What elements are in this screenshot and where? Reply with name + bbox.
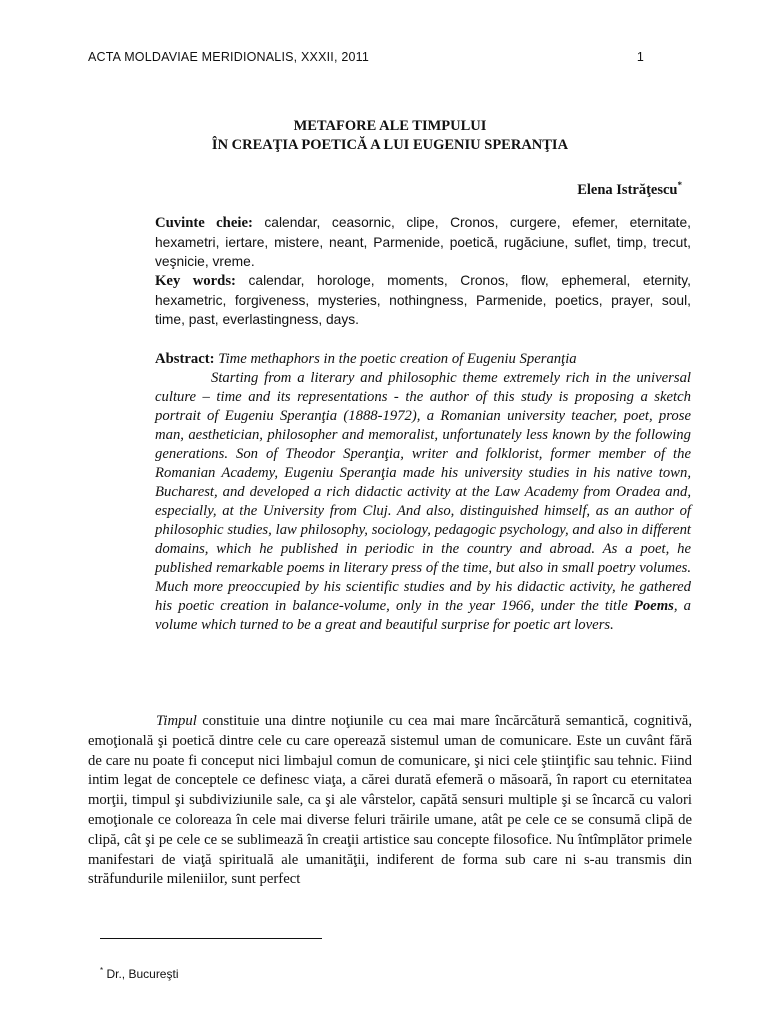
abstract-heading xyxy=(155,350,691,369)
main-body xyxy=(88,712,692,890)
footnote-mark: * xyxy=(100,966,104,975)
abstract-poems-word: Poems xyxy=(633,598,674,614)
footnote xyxy=(100,966,178,981)
keywords-en-text: calendar, horologe, moments, Cronos, flow, ephemeral, eternity, hexametric, forgiveness, mysteries, nothingness, Parmenide, poetics, prayer, soul, time, past, everlastingness, days. xyxy=(155,273,691,327)
footnote-divider xyxy=(100,938,322,939)
abstract-section xyxy=(155,350,691,635)
page-number: 1 xyxy=(636,50,644,64)
body-paragraph xyxy=(88,712,692,890)
body-first-word: Timpul xyxy=(156,713,197,729)
keywords-english xyxy=(155,271,691,329)
footnote-text: Dr., Bucureşti xyxy=(103,967,179,981)
keywords-en-label: Key words: xyxy=(155,273,236,289)
title-line-2: ÎN CREAŢIA POETICĂ A LUI EUGENIU SPERANŢIA xyxy=(211,137,569,153)
keywords-romanian xyxy=(155,213,691,271)
author-footnote-mark: * xyxy=(677,180,682,190)
author-byline xyxy=(577,180,682,199)
abstract-body xyxy=(155,369,691,635)
abstract-title: Time methaphors in the poetic creation of Eugeniu Speranţia xyxy=(214,351,577,367)
title-line-1: METAFORE ALE TIMPULUI xyxy=(293,118,487,134)
keywords-ro-label: Cuvinte cheie: xyxy=(155,215,253,231)
keywords-ro-text: calendar, ceasornic, clipe, Cronos, curgere, efemer, eternitate, hexametri, iertare, mistere, neant, Parmenide, poetică, rugăciune, suflet, timp, trecut, veşnicie, vreme. xyxy=(155,215,691,269)
abstract-text-after: , a volume which turned to be a great and beautiful surprise for poetic art lovers. xyxy=(155,598,691,633)
abstract-label: Abstract: xyxy=(155,351,215,367)
journal-name: ACTA MOLDAVIAE MERIDIONALIS, XXXII, 2011 xyxy=(88,50,370,64)
keywords-section xyxy=(155,213,691,329)
running-header xyxy=(88,50,644,64)
abstract-text-before: Starting from a literary and philosophic theme extremely rich in the universal culture – time and its representations - the author of this study is proposing a sketch portrait of Eugeniu Speranţia (1888-1972), a Romanian university teacher, poet, prose man, aesthetician, philosopher and memoralist, unfortunately less known by the following generations. Son of Theodor Speranţia, writer and folklorist, former member of the Romanian Academy, Eugeniu Speranţia made his university studies in his native town, Bucharest, and developed a rich didactic activity at the Law Academy from Oradea and, especially, at the University from Cluj. And also, distinguished himself, as an author of philosophic studies, law philosophy, sociology, pedagogic psychology, and also in different domains, which he published in periodic in the country and abroad. As a poet, he published remarkable poems in literary press of the time, but also in small poetry volumes. Much more preoccupied by his scientific studies and by his didactic activity, he gathered his poetic creation in balance-volume, only in the year 1966, under the title xyxy=(155,370,691,614)
author-name: Elena Istrăţescu xyxy=(577,181,678,198)
body-text: constituie una dintre noţiunile cu cea mai mare încărcătură semantică, cognitivă, emoţională şi poetică dintre cele cu care operează sistemul uman de comunicare. Este un cuvânt fără de care nu poate fi conceput nici limbajul comun de comunicare, şi nici cele ştiinţific sau tehnic. Fiind intim legat de conceptele ce definesc viaţa, a cărei durată efemeră o măsoară, în raport cu eternitatea morţii, timpul şi subdiviziunile sale, ca şi ale vârstelor, capătă sensuri multiple şi se încarcă cu valori emoţionale ce coloreaza în cele mai diverse feluri trăirile umane, atât pe cele ce se consumă clipă de clipă, cât şi pe cele ce se sublimează în creaţii artistice sau concepte filosofice. Nu întîmplător primele manifestari de viaţă spirituală ale umanităţii, indiferent de forma sub care ni s-au transmis din străfundurile mileniilor, sunt perfect xyxy=(88,713,692,888)
article-title xyxy=(88,117,692,155)
